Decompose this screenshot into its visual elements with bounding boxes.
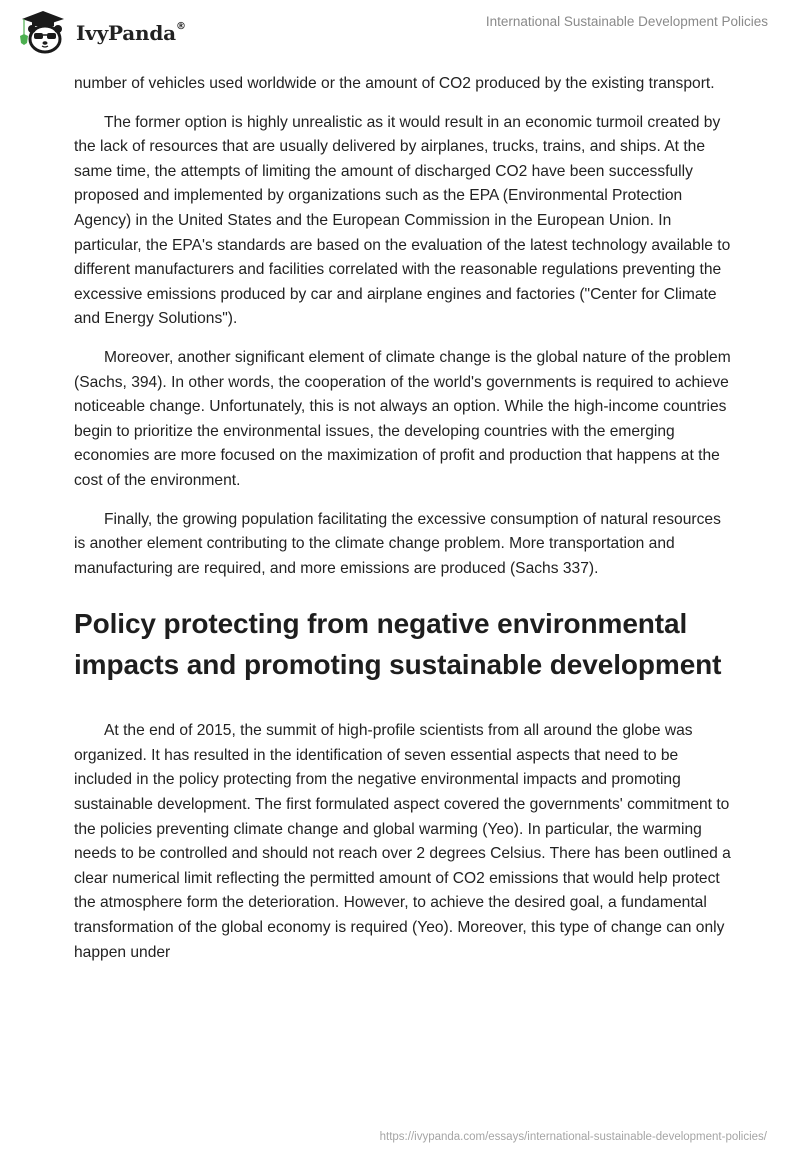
document-title: International Sustainable Development Policies (485, 14, 768, 29)
brand-logo[interactable] (16, 8, 186, 54)
source-url[interactable]: https://ivypanda.com/essays/international-sustainable-development-policies/ (379, 1131, 767, 1143)
paragraph: Finally, the growing population facilitating the excessive consumption of natural resources is another element contributing to the climate change problem. More transportation and manufacturing are required, and more emissions are produced (Sachs 337). (74, 510, 721, 577)
paragraph: At the end of 2015, the summit of high-profile scientists from all around the globe was organized. It has resulted in the identification of seven essential aspects that need to be included in the policy protecting from the negative environmental impacts and promoting sustainable development. The first formulated aspect covered the governments' commitment to the policies preventing climate change and global warming (Yeo). In particular, the warming needs to be controlled and should not reach over 2 degrees Celsius. There has been outlined a clear numerical limit reflecting the permitted amount of CO2 emissions that would help protect the atmosphere form the deterioration. However, to achieve the desired goal, a fundamental transformation of the global economy is required (Yeo). Moreover, this type of change can only happen under (74, 722, 731, 961)
page-header (0, 0, 800, 60)
essay-body (74, 72, 734, 979)
paragraph: The former option is highly unrealistic as it would result in an economic turmoil created by the lack of resources that are usually delivered by airplanes, trucks, trains, and ships. At the same time, the attempts of limiting the amount of discharged CO2 have been successfully proposed and implemented by organizations such as the EPA (Environmental Protection Agency) in the United States and the European Commission in the European Union. In particular, the EPA's standards are based on the evaluation of the latest technology available to different manufacturers and facilities correlated with the reasonable regulations preventing the excessive emissions produced by car and airplane engines and factories ("Center for Climate and Energy Solutions"). (74, 113, 731, 328)
paragraph: number of vehicles used worldwide or the amount of CO2 produced by the existing transport. (74, 75, 715, 92)
registered-mark: ® (175, 21, 186, 33)
graduation-panda-icon (16, 8, 70, 54)
paragraph: Moreover, another significant element of climate change is the global nature of the problem (Sachs, 394). In other words, the cooperation of the world's governments is required to achieve noticeable change. Unfortunately, this is not always an option. While the high-income countries begin to prioritize the environmental issues, the developing countries with the emerging economies are more focused on the maximization of profit and production that happens at the cost of the environment. (74, 348, 731, 489)
section-heading: Policy protecting from negative environmental impacts and promoting sustainable development (74, 608, 722, 681)
brand-name: IvyPanda® (76, 21, 186, 45)
